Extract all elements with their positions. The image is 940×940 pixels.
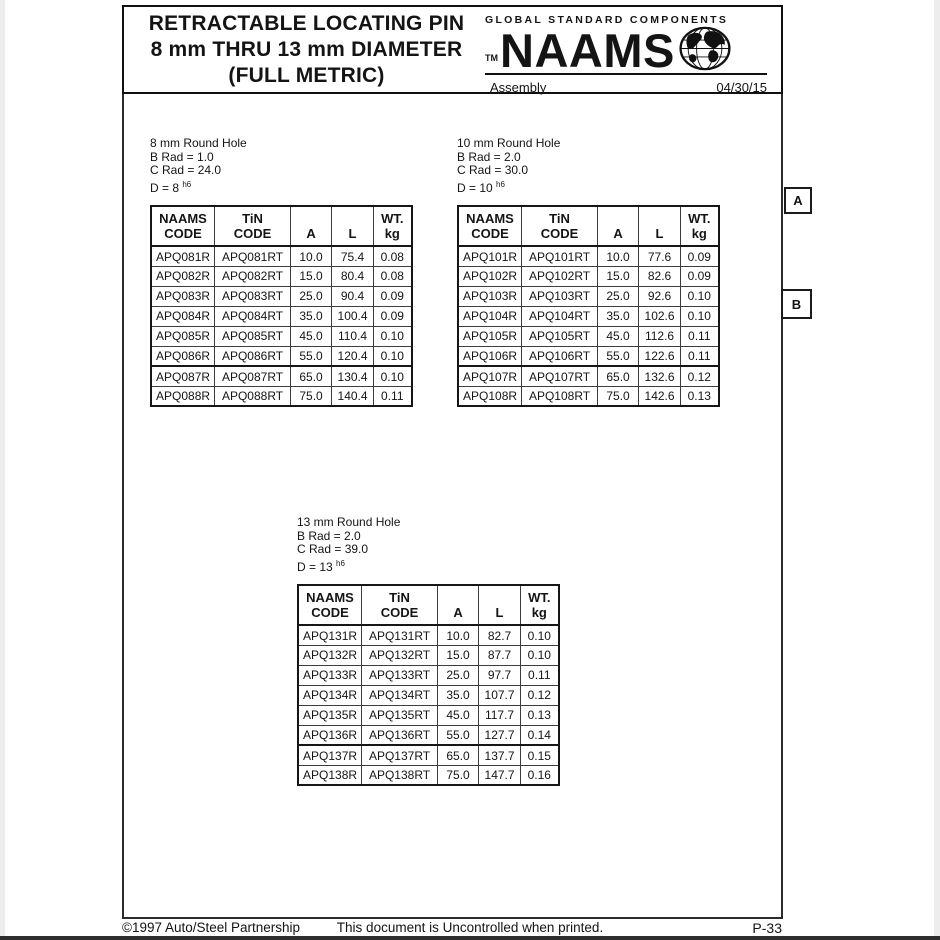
column-header: L (479, 585, 521, 625)
tolerance-superscript: h6 (496, 179, 505, 189)
table-cell: APQ083RT (215, 286, 291, 306)
table-cell: APQ107RT (522, 366, 598, 386)
table-header-row (151, 206, 412, 246)
table-cell: 25.0 (291, 286, 332, 306)
table-row (298, 665, 559, 685)
table-cell: 75.0 (598, 386, 639, 406)
table-cell: APQ085R (151, 326, 215, 346)
table-cell: 102.6 (639, 306, 681, 326)
spec-group-10mm (457, 137, 720, 407)
table-header-row (458, 206, 719, 246)
uncontrolled-notice: This document is Uncontrolled when printed. (336, 920, 604, 935)
table-row (151, 346, 412, 366)
page-number: P-33 (752, 920, 782, 936)
table-cell: APQ138R (298, 765, 362, 785)
table-cell: APQ088RT (215, 386, 291, 406)
table-cell: APQ135R (298, 705, 362, 725)
column-header: WT. kg (521, 585, 559, 625)
table-cell: APQ133RT (362, 665, 438, 685)
table-cell: 0.10 (521, 625, 559, 645)
table-header (298, 585, 559, 625)
table-cell: 117.7 (479, 705, 521, 725)
document-header (122, 5, 783, 94)
table-cell: 75.0 (291, 386, 332, 406)
column-header: A (438, 585, 479, 625)
table-cell: 45.0 (438, 705, 479, 725)
table-cell: 147.7 (479, 765, 521, 785)
globe-icon (678, 26, 732, 71)
viewport-bottom-bar (0, 936, 940, 940)
table-cell: APQ086RT (215, 346, 291, 366)
table-cell: 0.10 (374, 346, 412, 366)
table-cell: APQ107R (458, 366, 522, 386)
table-cell: 0.11 (681, 346, 719, 366)
table-cell: APQ087R (151, 366, 215, 386)
table-cell: APQ102R (458, 266, 522, 286)
column-header: TiN CODE (362, 585, 438, 625)
table-cell: 0.11 (521, 665, 559, 685)
spec-note-line: B Rad = 2.0 (297, 528, 361, 543)
table-row (458, 366, 719, 386)
table-cell: 55.0 (438, 725, 479, 745)
zone-marker-b: B (781, 289, 812, 319)
table-cell: 0.12 (681, 366, 719, 386)
table-cell: APQ103RT (522, 286, 598, 306)
column-header: WT. kg (374, 206, 412, 246)
title-line-1: RETRACTABLE LOCATING PIN (148, 11, 465, 35)
table-cell: 35.0 (438, 685, 479, 705)
table-cell: 0.15 (521, 745, 559, 765)
table-cell: 137.7 (479, 745, 521, 765)
table-cell: 0.10 (681, 286, 719, 306)
table-cell: APQ088R (151, 386, 215, 406)
table-cell: 35.0 (291, 306, 332, 326)
table-cell: APQ082RT (215, 266, 291, 286)
table-cell: 75.0 (438, 765, 479, 785)
table-cell: 0.10 (681, 306, 719, 326)
table-row (298, 645, 559, 665)
category-label: Assembly (490, 80, 547, 95)
table-cell: 82.6 (639, 266, 681, 286)
table-cell: 90.4 (332, 286, 374, 306)
spec-notes-8mm (150, 137, 413, 195)
table-header (458, 206, 719, 246)
table-cell: 0.10 (374, 366, 412, 386)
table-row (151, 386, 412, 406)
table-cell: APQ136RT (362, 725, 438, 745)
title-line-2: 8 mm THRU 13 mm DIAMETER (150, 37, 463, 61)
table-cell: 0.11 (374, 386, 412, 406)
brand-tagline: GLOBAL STANDARD COMPONENTS (485, 14, 729, 26)
table-cell: 0.09 (681, 246, 719, 266)
spec-group-13mm (297, 516, 560, 786)
column-header: NAAMS CODE (151, 206, 215, 246)
table-cell: 0.14 (521, 725, 559, 745)
table-cell: 65.0 (438, 745, 479, 765)
column-header: WT. kg (681, 206, 719, 246)
table-cell: 77.6 (639, 246, 681, 266)
table-cell: 25.0 (438, 665, 479, 685)
table-cell: APQ138RT (362, 765, 438, 785)
brand-block (485, 7, 781, 95)
trademark-label: TM (485, 53, 498, 63)
table-cell: 15.0 (598, 266, 639, 286)
table-row (151, 366, 412, 386)
spec-table-10mm (457, 205, 720, 407)
spec-note-line: C Rad = 30.0 (457, 163, 529, 178)
spec-note-line: 13 mm Round Hole (297, 515, 401, 529)
table-cell: 97.7 (479, 665, 521, 685)
brand-divider (485, 73, 767, 75)
spec-note-diameter: D = 13 $^{h6}$ (297, 558, 345, 574)
table-cell: APQ106R (458, 346, 522, 366)
spec-note-diameter: D = 8 $^{h6}$ (150, 179, 192, 195)
table-row (458, 246, 719, 266)
revision-date: 04/30/15 (716, 80, 767, 95)
table-cell: APQ108R (458, 386, 522, 406)
table-row (298, 745, 559, 765)
table-cell: APQ103R (458, 286, 522, 306)
table-cell: 100.4 (332, 306, 374, 326)
spec-note-line: B Rad = 1.0 (150, 149, 214, 164)
column-header: L (639, 206, 681, 246)
spec-notes-13mm (297, 516, 560, 574)
table-cell: 80.4 (332, 266, 374, 286)
table-cell: 75.4 (332, 246, 374, 266)
table-row (298, 705, 559, 725)
brand-logo-row (485, 24, 767, 77)
table-body (458, 246, 719, 406)
table-cell: 142.6 (639, 386, 681, 406)
document-title (124, 7, 485, 92)
table-cell: 107.7 (479, 685, 521, 705)
table-cell: 0.09 (374, 306, 412, 326)
table-cell: 0.09 (681, 266, 719, 286)
table-cell: APQ102RT (522, 266, 598, 286)
table-cell: 87.7 (479, 645, 521, 665)
tolerance-superscript: h6 (336, 558, 345, 568)
table-row (151, 326, 412, 346)
table-row (458, 306, 719, 326)
table-cell: APQ135RT (362, 705, 438, 725)
zone-marker-a: A (784, 187, 812, 214)
column-header: TiN CODE (522, 206, 598, 246)
table-cell: 0.10 (521, 645, 559, 665)
table-cell: 120.4 (332, 346, 374, 366)
table-cell: 0.12 (521, 685, 559, 705)
table-cell: APQ104R (458, 306, 522, 326)
table-cell: 82.7 (479, 625, 521, 645)
table-cell: 10.0 (598, 246, 639, 266)
table-cell: 15.0 (438, 645, 479, 665)
table-cell: APQ105RT (522, 326, 598, 346)
page-edge-left (0, 0, 5, 940)
table-cell: 0.08 (374, 266, 412, 286)
table-cell: APQ134R (298, 685, 362, 705)
tolerance-superscript: h6 (182, 179, 192, 189)
spec-note-line: B Rad = 2.0 (457, 149, 521, 164)
table-row (458, 266, 719, 286)
spec-note-diameter: D = 10 $^{h6}$ (457, 179, 505, 195)
table-body (298, 625, 559, 785)
table-cell: 55.0 (598, 346, 639, 366)
table-cell: 65.0 (291, 366, 332, 386)
brand-name: NAAMS (500, 24, 675, 77)
table-header (151, 206, 412, 246)
table-cell: 112.6 (639, 326, 681, 346)
table-row (151, 306, 412, 326)
table-row (151, 266, 412, 286)
table-row (458, 346, 719, 366)
table-row (298, 685, 559, 705)
table-cell: APQ137R (298, 745, 362, 765)
table-cell: 127.7 (479, 725, 521, 745)
table-cell: 0.13 (681, 386, 719, 406)
table-row (458, 326, 719, 346)
table-cell: 45.0 (291, 326, 332, 346)
table-cell: 55.0 (291, 346, 332, 366)
table-cell: APQ132R (298, 645, 362, 665)
table-cell: APQ101RT (522, 246, 598, 266)
table-cell: APQ101R (458, 246, 522, 266)
table-cell: 140.4 (332, 386, 374, 406)
table-cell: 45.0 (598, 326, 639, 346)
table-cell: APQ086R (151, 346, 215, 366)
table-cell: APQ108RT (522, 386, 598, 406)
table-cell: APQ104RT (522, 306, 598, 326)
table-cell: APQ081RT (215, 246, 291, 266)
spec-table-13mm (297, 584, 560, 786)
column-header: TiN CODE (215, 206, 291, 246)
table-cell: APQ136R (298, 725, 362, 745)
table-cell: 92.6 (639, 286, 681, 306)
table-cell: 122.6 (639, 346, 681, 366)
table-cell: 0.10 (374, 326, 412, 346)
table-row (151, 286, 412, 306)
column-header: NAAMS CODE (298, 585, 362, 625)
table-cell: APQ087RT (215, 366, 291, 386)
table-cell: APQ106RT (522, 346, 598, 366)
table-cell: APQ082R (151, 266, 215, 286)
table-cell: 10.0 (291, 246, 332, 266)
table-cell: 25.0 (598, 286, 639, 306)
page-edge-right (934, 0, 940, 940)
table-cell: 15.0 (291, 266, 332, 286)
spec-note-line: 10 mm Round Hole (457, 136, 561, 150)
table-cell: APQ132RT (362, 645, 438, 665)
table-cell: 132.6 (639, 366, 681, 386)
table-cell: 0.13 (521, 705, 559, 725)
table-cell: APQ131R (298, 625, 362, 645)
table-row (298, 765, 559, 785)
spec-note-line: 8 mm Round Hole (150, 136, 247, 150)
spec-note-line: C Rad = 39.0 (297, 542, 369, 557)
title-line-3: (FULL METRIC) (228, 63, 385, 87)
table-cell: 35.0 (598, 306, 639, 326)
spec-notes-10mm (457, 137, 720, 195)
table-cell: APQ085RT (215, 326, 291, 346)
table-cell: 0.09 (374, 286, 412, 306)
spec-table-8mm (150, 205, 413, 407)
spec-note-line: C Rad = 24.0 (150, 163, 222, 178)
page-footer (0, 920, 940, 936)
table-row (458, 386, 719, 406)
table-cell: APQ081R (151, 246, 215, 266)
table-cell: APQ084R (151, 306, 215, 326)
table-cell: 0.16 (521, 765, 559, 785)
table-body (151, 246, 412, 406)
column-header: A (291, 206, 332, 246)
table-cell: APQ131RT (362, 625, 438, 645)
table-header-row (298, 585, 559, 625)
table-cell: 10.0 (438, 625, 479, 645)
table-cell: 130.4 (332, 366, 374, 386)
table-row (298, 625, 559, 645)
column-header: L (332, 206, 374, 246)
brand-meta-row (485, 80, 767, 95)
spec-group-8mm (150, 137, 413, 407)
table-cell: APQ105R (458, 326, 522, 346)
copyright-text: ©1997 Auto/Steel Partnership (122, 920, 301, 935)
table-cell: APQ084RT (215, 306, 291, 326)
table-cell: APQ134RT (362, 685, 438, 705)
table-row (298, 725, 559, 745)
table-row (458, 286, 719, 306)
column-header: A (598, 206, 639, 246)
table-row (151, 246, 412, 266)
column-header: NAAMS CODE (458, 206, 522, 246)
table-cell: 110.4 (332, 326, 374, 346)
table-cell: 0.11 (681, 326, 719, 346)
table-cell: APQ133R (298, 665, 362, 685)
table-cell: APQ083R (151, 286, 215, 306)
table-cell: 65.0 (598, 366, 639, 386)
table-cell: APQ137RT (362, 745, 438, 765)
table-cell: 0.08 (374, 246, 412, 266)
